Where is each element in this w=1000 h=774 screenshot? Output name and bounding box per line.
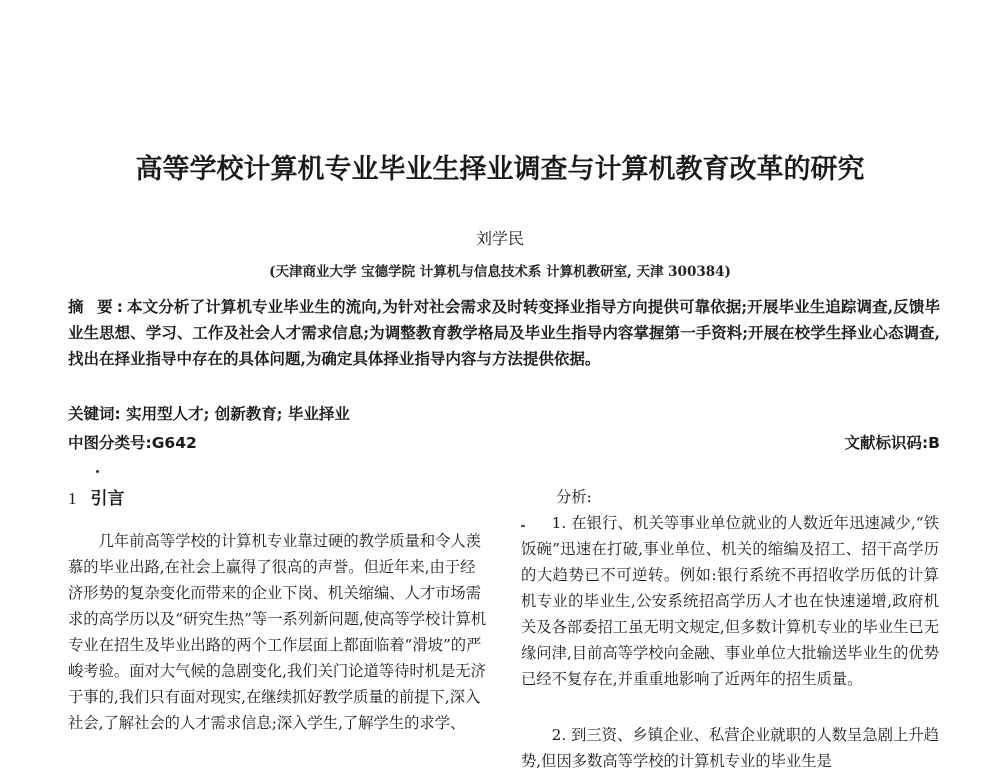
doc-code-label: 文献标识码: bbox=[844, 434, 929, 452]
doc-code-value: B bbox=[928, 434, 940, 452]
analysis-lead: 分析: bbox=[556, 488, 592, 506]
analysis-paragraph-2: 2. 到三资、乡镇企业、私营企业就职的人数呈急剧上升趋势,但因多数高等学校的计算机专业的毕业生是 bbox=[521, 726, 939, 770]
section-number: 1 bbox=[68, 489, 77, 508]
abstract-text: 本文分析了计算机专业毕业生的流向,为针对社会需求及时转变择业指导方向提供可靠依据;开展毕业生追踪调查,反馈毕业生思想、学习、工作及社会人才需求信息;为调整教育教学格局及毕业生指导内容掌握第一手资料;开展在校学生择业心态调查,找出在择业指导中存在的具体问题,为确定具体择业指导内容与方法提供依据。 bbox=[68, 297, 940, 368]
scan-speck bbox=[96, 470, 99, 473]
intro-paragraph: 几年前高等学校的计算机专业靠过硬的教学质量和令人羡慕的毕业出路,在社会上赢得了很高的声誉。但近年来,由于经济形势的复杂变化而带来的企业下岗、机关缩编、人才市场需求的高学历以及“研究生热”等一系列新问题,使高等学校计算机专业在招生及毕业出路的两个工作层面上都面临着“滑坡”的严峻考验。面对大气候的急剧变化,我们关门论道等待时机是无济于事的,我们只有面对现实,在继续抓好教学质量的前提下,深入社会,了解社会的人才需求信息;深入学生,了解学生的求学、 bbox=[68, 532, 487, 732]
author-affiliation: (天津商业大学 宝德学院 计算机与信息技术系 计算机教研室, 天津 300384) bbox=[269, 264, 731, 280]
clc-value: G642 bbox=[151, 434, 197, 452]
classification-line bbox=[68, 431, 940, 453]
keywords-label: 关键词: bbox=[68, 405, 121, 423]
paper-title: 高等学校计算机专业毕业生择业调查与计算机教育改革的研究 bbox=[135, 154, 865, 185]
keywords-line bbox=[68, 402, 940, 424]
abstract bbox=[68, 294, 940, 372]
keywords-text: 实用型人才; 创新教育; 毕业择业 bbox=[126, 404, 350, 423]
section-title: 引言 bbox=[90, 489, 125, 509]
section-heading bbox=[68, 484, 125, 509]
abstract-label: 摘 要: bbox=[68, 298, 127, 316]
clc-label: 中图分类号: bbox=[68, 434, 152, 452]
analysis-paragraph-1: 1. 在银行、机关等事业单位就业的人数近年迅速减少,“铁饭碗”迅速在打破,事业单位、机关的缩编及招工、招干高学历的大趋势已不可逆转。例如:银行系统不再招收学历低的计算机专业的毕业生,公安系统招高学历人才也在快速递增,政府机关及各部委招工虽无明文规定,但多数计算机专业的毕业生已无缘问津,目前高等学校向金融、事业单位大批输送毕业生的优势已经不复存在,并重重地影响了近两年的招生质量。 bbox=[521, 514, 939, 688]
author-name: 刘学民 bbox=[475, 229, 524, 248]
document-code bbox=[844, 431, 940, 453]
